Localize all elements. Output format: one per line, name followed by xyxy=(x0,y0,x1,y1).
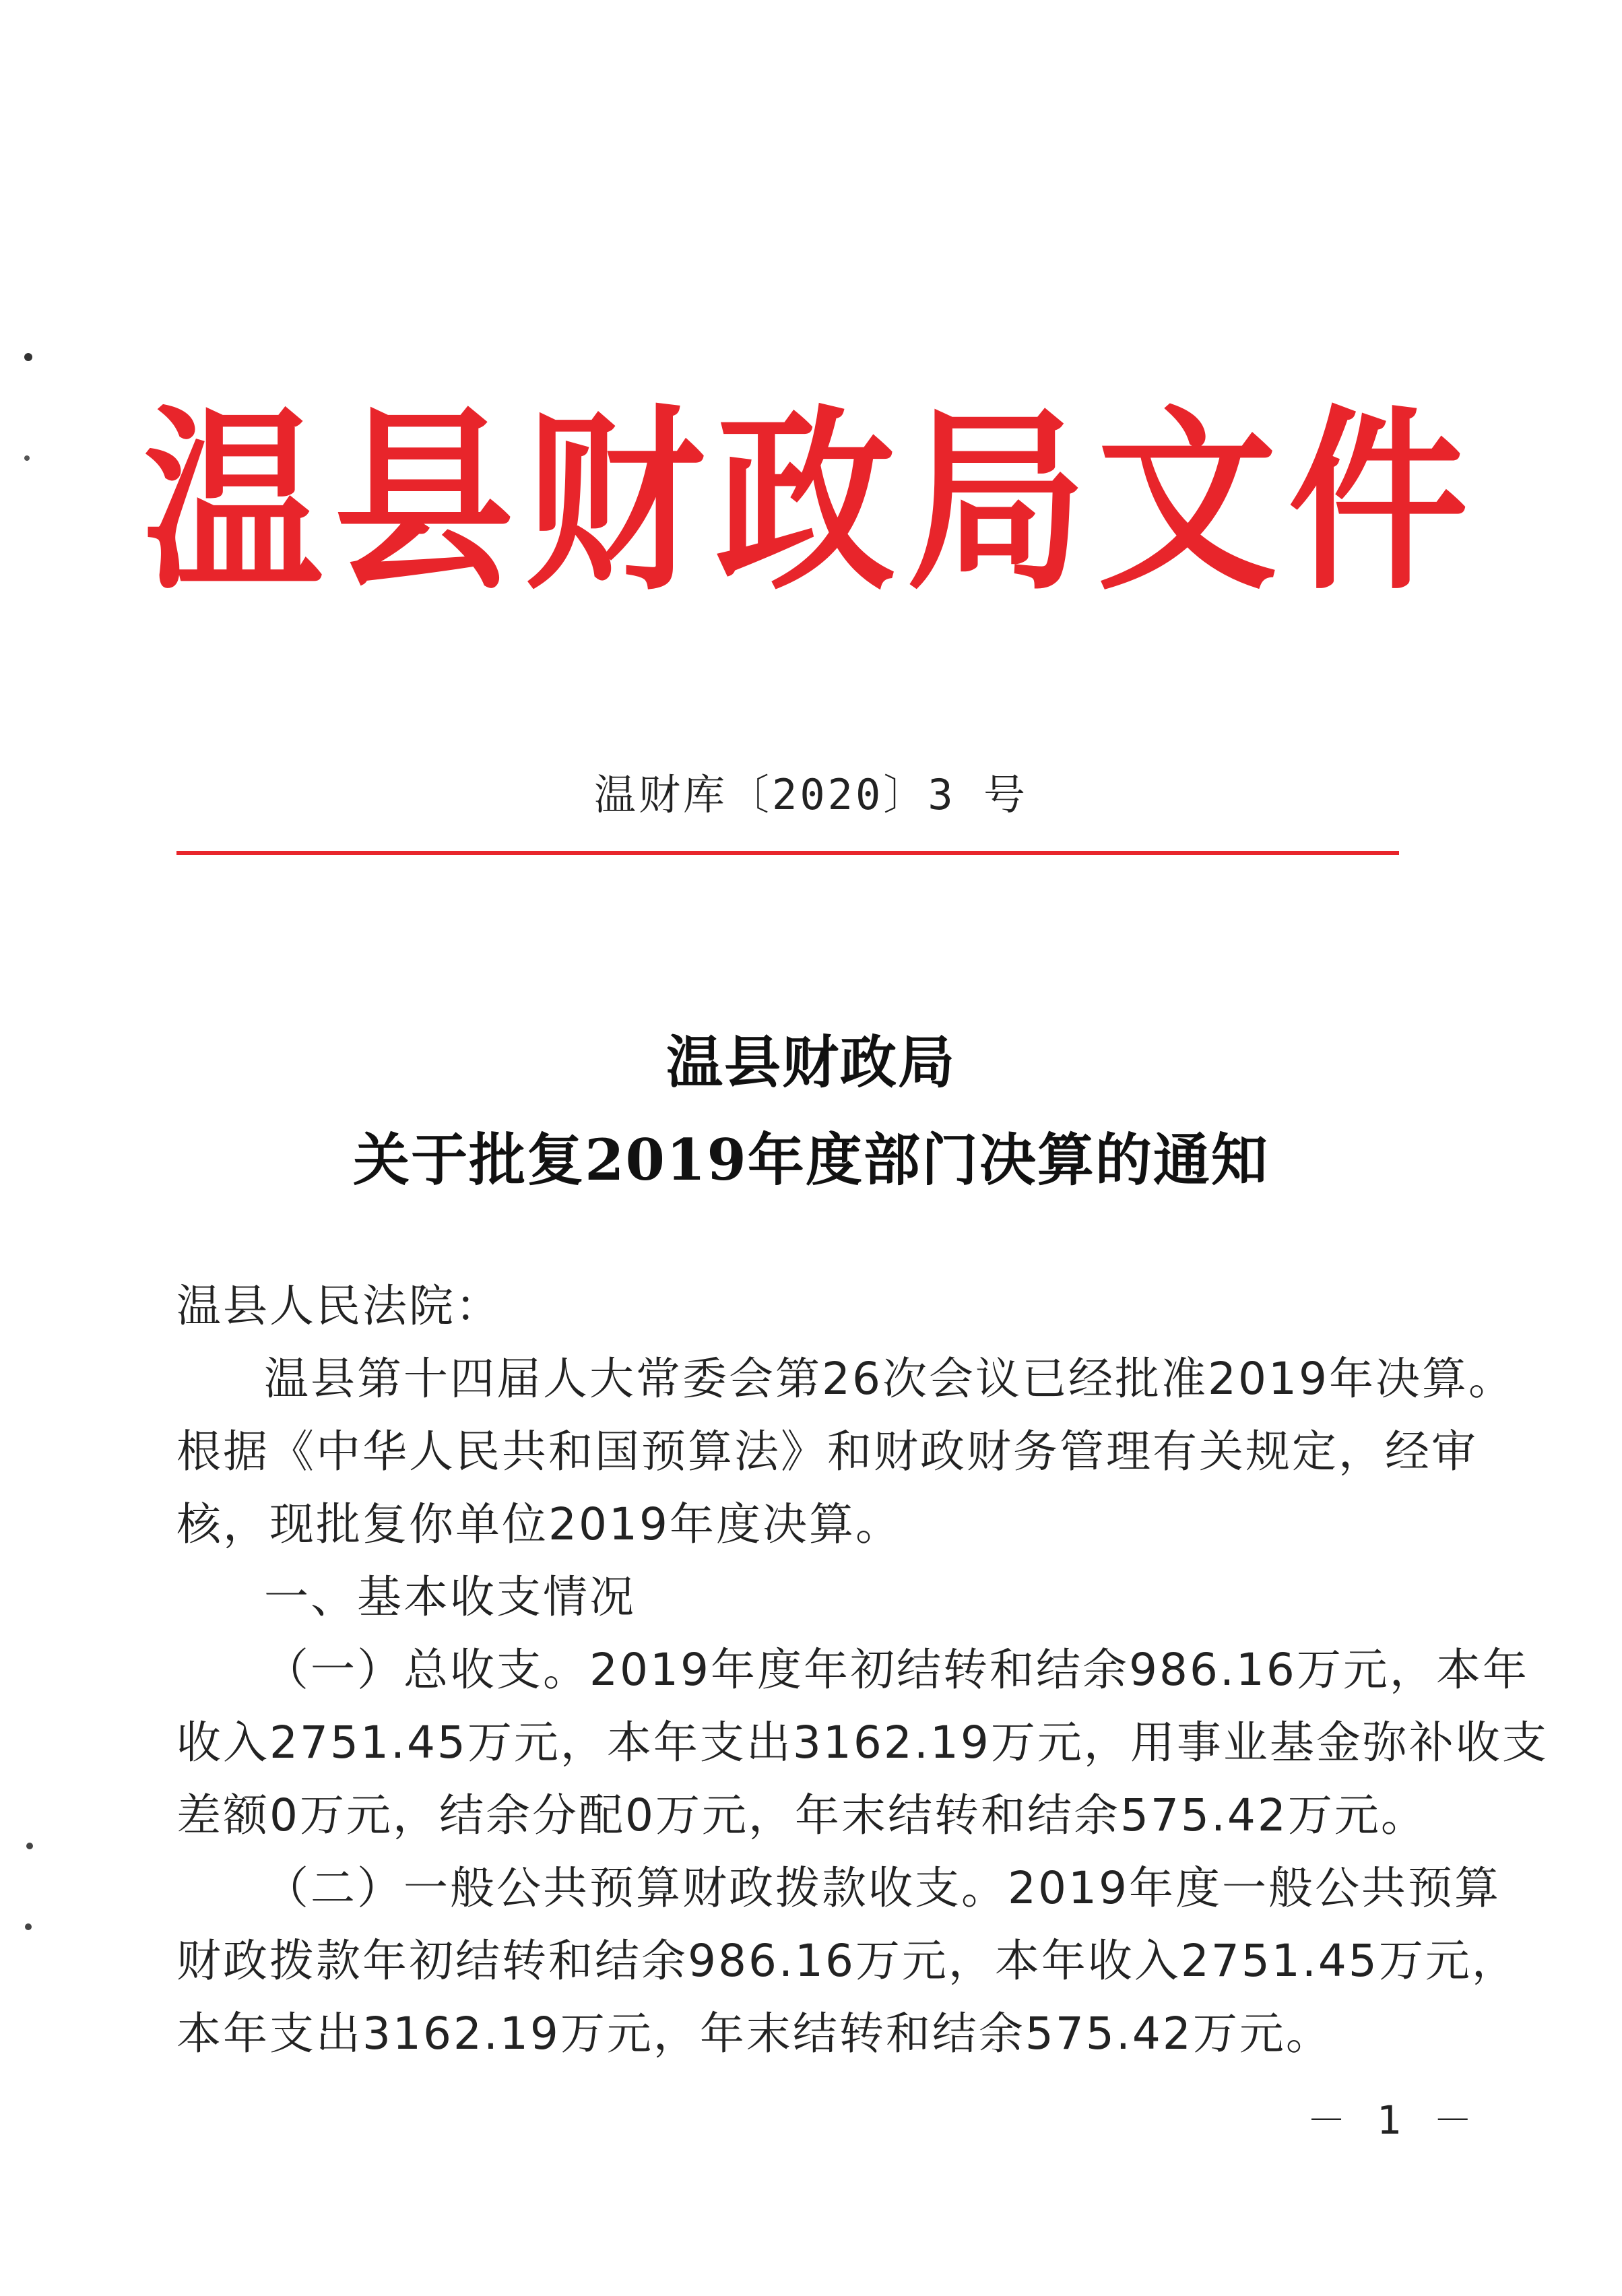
body-line: 根据《中华人民共和国预算法》和财政财务管理有关规定，经审 xyxy=(176,1426,1478,1477)
notice-body xyxy=(176,1270,1549,2070)
body-line: （一）总收支。2019年度年初结转和结余986.16万元，本年 xyxy=(264,1644,1529,1696)
body-line: 温县第十四届人大常委会第26次会议已经批准2019年决算。 xyxy=(264,1353,1515,1405)
red-divider-line xyxy=(176,851,1399,855)
red-header-title: 温县财政局文件 xyxy=(143,387,1479,616)
addressee: 温县人民法院： xyxy=(176,1280,502,1332)
document-number: 温财库〔2020〕3 号 xyxy=(594,770,1028,819)
body-line: 本年支出3162.19万元，年末结转和结余575.42万元。 xyxy=(176,2008,1332,2060)
notice-title-line-2: 关于批复2019年度部门决算的通知 xyxy=(353,1126,1269,1193)
body-line: 核，现批复你单位2019年度决算。 xyxy=(176,1498,902,1550)
section-heading: 一、基本收支情况 xyxy=(264,1571,636,1623)
body-line: （二）一般公共预算财政拨款收支。2019年度一般公共预算 xyxy=(264,1862,1501,1914)
page-number: － 1 － xyxy=(1307,2097,1482,2143)
notice-title-line-1: 温县财政局 xyxy=(666,1029,956,1095)
body-line: 收入2751.45万元，本年支出3162.19万元，用事业基金弥补收支 xyxy=(176,1717,1549,1768)
body-line: 财政拨款年初结转和结余986.16万元，本年收入2751.45万元， xyxy=(176,1935,1518,1987)
body-line: 差额0万元，结余分配0万元，年末结转和结余575.42万元。 xyxy=(176,1789,1427,1841)
